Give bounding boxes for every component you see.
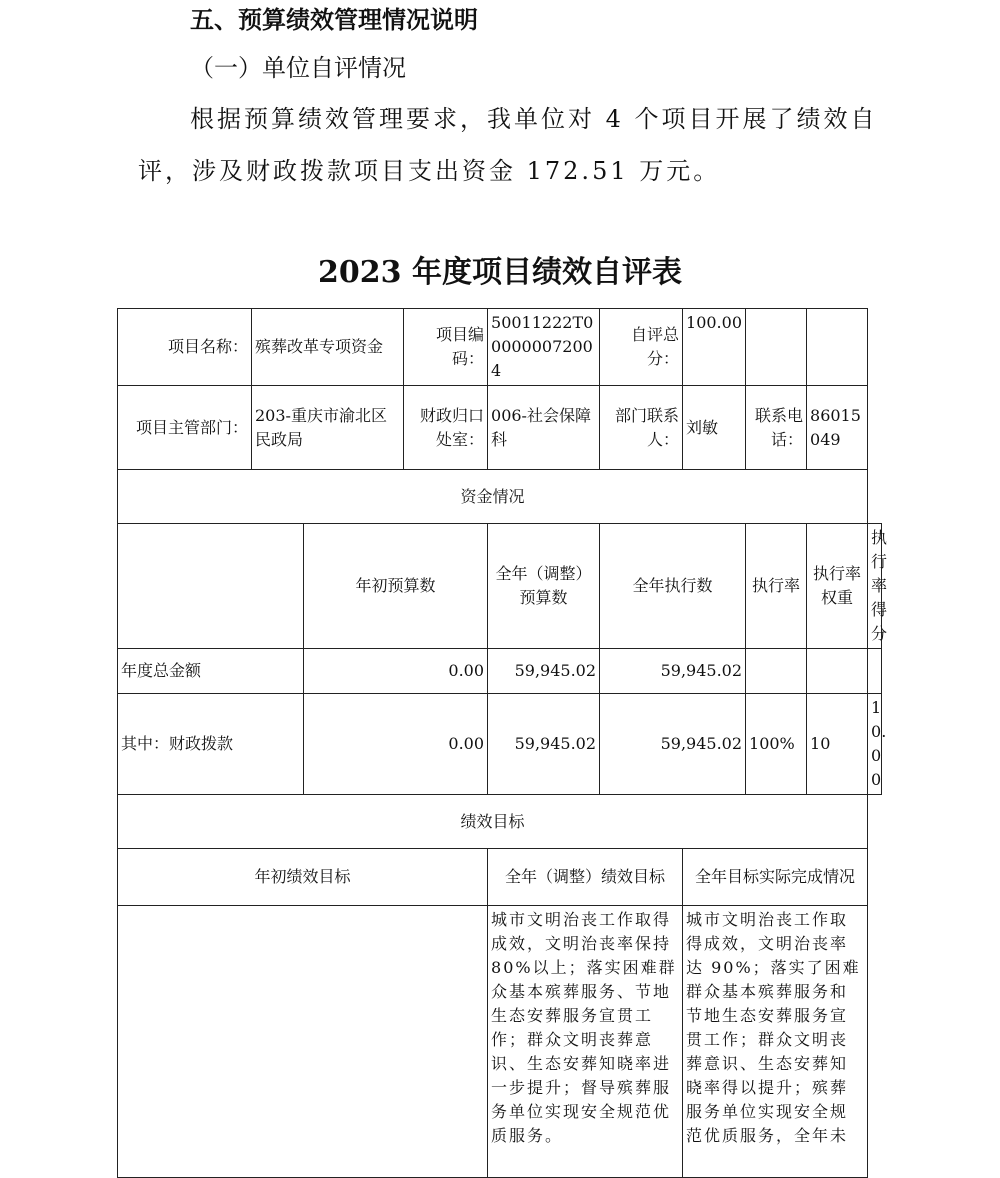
finance-office-value: 006-社会保障科 [488,386,600,470]
rate-value [746,649,807,694]
perf-columns-row [118,849,882,906]
executed-value: 59,945.02 [600,649,746,694]
col-adjusted-goal: 全年（调整）绩效目标 [488,849,683,906]
row-label: 其中：财政拨款 [118,694,304,795]
funds-header-row [118,470,882,524]
col-initial-budget: 年初预算数 [304,524,488,649]
col-execution-rate: 执行率 [746,524,807,649]
project-code-value: 50011222T000000072004 [488,309,600,386]
initial-value: 0.00 [304,694,488,795]
performance-evaluation-table [117,308,888,1178]
self-score-label: 自评总分： [600,309,683,386]
project-code-label: 项目编码： [404,309,488,386]
contact-person-value: 刘敏 [683,386,746,470]
intro-paragraph-line-2: 评，涉及财政拨款项目支出资金 172.51 万元。 [138,157,721,185]
weight-value [807,649,868,694]
perf-header-row [118,795,882,849]
table-title: 2023 年度项目绩效自评表 [318,255,682,290]
contact-person-label: 部门联系人： [600,386,683,470]
phone-label: 联系电话： [746,386,807,470]
score-value [868,649,882,694]
perf-content-row [118,906,882,1178]
section-heading: 五、预算绩效管理情况说明 [190,6,478,34]
funds-row-total [118,649,882,694]
finance-office-label: 财政归口处室： [404,386,488,470]
adjusted-goal-text: 城市文明治丧工作取得成效，文明治丧率保持80%以上；落实困难群众基本殡葬服务、节地生态安葬服务宣贯工作；群众文明丧葬意识、生态安葬知晓率进一步提升；督导殡葬服务单位实现安全规范优质服务。 [488,906,683,1178]
initial-value: 0.00 [304,649,488,694]
department-value: 203-重庆市渝北区民政局 [252,386,404,470]
col-rate-weight: 执行率权重 [807,524,868,649]
executed-value: 59,945.02 [600,694,746,795]
empty-cell [118,524,304,649]
empty-cell [746,309,807,386]
self-score-value: 100.00 [683,309,746,386]
phone-value: 86015049 [807,386,868,470]
rate-value: 100% [746,694,807,795]
col-initial-goal: 年初绩效目标 [118,849,488,906]
funds-row-fiscal [118,694,882,795]
project-name-label: 项目名称： [118,309,252,386]
col-adjusted-budget: 全年（调整）预算数 [488,524,600,649]
row-label: 年度总金额 [118,649,304,694]
col-actual-completion: 全年目标实际完成情况 [683,849,868,906]
initial-goal-text [118,906,488,1178]
score-value: 10.00 [868,694,882,795]
sub-heading: （一）单位自评情况 [190,54,406,82]
adjusted-value: 59,945.02 [488,649,600,694]
intro-paragraph-line-1: 根据预算绩效管理要求，我单位对 4 个项目开展了绩效自 [190,105,878,133]
funds-columns-row [118,524,882,649]
department-label: 项目主管部门： [118,386,252,470]
weight-value: 10 [807,694,868,795]
actual-completion-text: 城市文明治丧工作取得成效，文明治丧率达 90%；落实了困难群众基本殡葬服务和节地生态安葬服务宣贯工作；群众文明丧葬意识、生态安葬知晓率得以提升；殡葬服务单位实现安全规范优质服务，全年未 [683,906,868,1178]
project-name-value: 殡葬改革专项资金 [252,309,404,386]
adjusted-value: 59,945.02 [488,694,600,795]
empty-cell [807,309,868,386]
col-rate-score: 执行率得分 [868,524,882,649]
performance-header: 绩效目标 [118,795,868,849]
project-info-row [118,309,882,386]
col-executed: 全年执行数 [600,524,746,649]
department-info-row [118,386,882,470]
funds-header: 资金情况 [118,470,868,524]
